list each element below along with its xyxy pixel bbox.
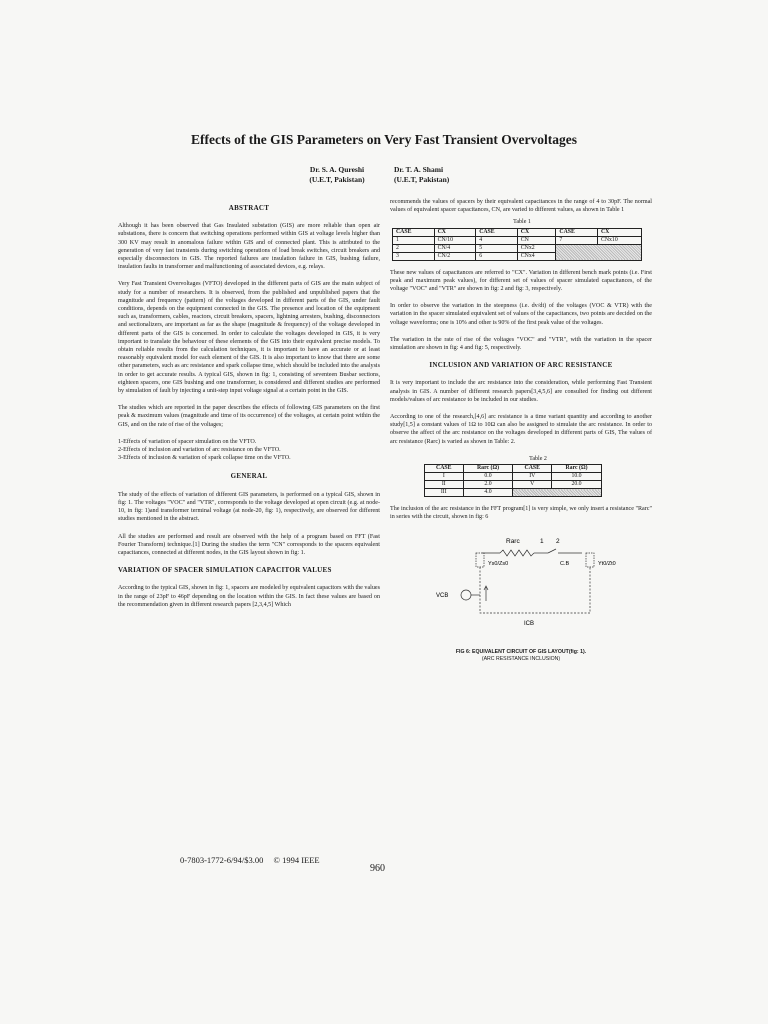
rarc-label: Rarc [506,538,520,546]
right-column [390,198,652,675]
table-2 [424,455,652,497]
table-cell: CNx4 [517,252,556,260]
table-cell: 1 [393,236,435,244]
table-cell: 5 [476,244,518,252]
list-item: 1-Effects of variation of spacer simulation on the VFTO. [118,438,257,445]
table-header-cell: Rarc (Ω) [463,465,513,473]
circuit-loop [480,567,590,613]
table-header-cell: CASE [476,228,518,236]
table-cell: CN/2 [434,252,476,260]
body-paragraph: According to one of the research,[4,6] arc resistance is a time variant quantity and according to another study[1,5] a constant values of 1Ω to 10Ω can also be assigned to simulate the arc resistance. In order to observe the affect of the arc resistance on the voltages developed in different parts of GIS, The values of arc resistance (Rarc) is varied as shown in Table: 2. [390,414,652,445]
body-paragraph: The inclusion of the arc resistance in the FFT program[1] is very simple, we only insert a resistance "Rarc" in series with the circuit, shown in fig: 6 [390,506,652,521]
table-cell: 2.0 [463,481,513,489]
table-cell: V [513,481,552,489]
table-cell: 2 [393,244,435,252]
table-cell: 20.0 [552,481,602,489]
body-paragraph: These new values of capacitances are referred to "CX". Variation in different bench mark points (i.e. First peak and maximum peak values), for different set of values of spacer simulated capacitances, of the voltage "VOC" and "VTR" are shown in fig: 2 and fig: 3, respectively. [390,269,652,293]
publication-code: 0-7803-1772-6/94/$3.00 [180,855,264,865]
figure-caption: FIG 6: EQUIVALENT CIRCUIT OF GIS LAYOUT(fig: 1). [455,648,587,655]
table-1 [392,218,652,260]
effects-list [118,438,380,463]
list-item: 2-Effects of inclusion and variation of arc resistance on the VFTO. [118,447,281,454]
paper-title: Effects of the GIS Parameters on Very Fast Transient Overvoltages [190,132,578,147]
publication-footer [180,855,320,865]
ys-label: Ys0/Zs0 [488,561,509,568]
arc-resistor-symbol [500,550,534,556]
left-column [118,200,380,618]
shunt-element-left [476,553,484,567]
table-shaded-cell [556,244,642,260]
table-cell: 4 [476,236,518,244]
breaker-contact [548,549,556,553]
table-header-cell: CX [597,228,641,236]
body-paragraph: The study of the effects of variation of different GIS parameters, is performed on a typical GIS, shown in fig: 1. The voltages "VOC" and "VTR", corresponds to the voltage developed at open circuit (e.g. at node-10, in fig: 1)and transformer terminal voltage (at node-20, fig: 1), respectively, are observed for different studies mentioned in the abstract. [118,491,380,523]
figure-caption-sub: (ARC RESISTANCE INCLUSION) [481,655,561,662]
table-cell: CN/10 [434,236,476,244]
body-paragraph: The variation in the rate of rise of the voltages "VOC" and "VTR", with the variation in the spacer simulation are shown in fig: 4 and fig: 5, respectively. [390,336,652,352]
voltage-source-symbol [461,590,471,600]
publication-year: 1994 IEEE [282,855,320,865]
body-paragraph: recommends the values of spacers by their equivalent capacitances in the range of 4 to 30pF. The normal values of equivalent spacer capacitances, CN, are varied to different values, as shown in Table 1 [390,199,652,214]
table-header-cell: CX [517,228,556,236]
shunt-element-right [586,553,594,567]
body-paragraph: In order to observe the variation in the steepness (i.e. dv/dt) of the voltages (VOC & VTR) with the variation in the spacer simulated equivalent set of values of the capacitances, two points are decided on the voltage waveforms; one is 10% and other is 90% of the first peak value of the voltages. [390,303,652,326]
table-header-cell: CX [434,228,476,236]
table-row [425,481,602,489]
table-cell: 7 [556,236,598,244]
table-header-cell: Rarc (Ω) [552,465,602,473]
table-row [393,236,642,244]
node-label: 2 [556,538,560,546]
icb-label: ICB [524,621,535,628]
table-cell: I [425,473,464,481]
table-row [425,489,602,497]
author-name: Dr. S. A. Qureshi [309,165,365,174]
table-cell: CN/4 [434,244,476,252]
author-affiliation: (U.E.T, Pakistan) [309,175,365,184]
page-number: 960 [370,863,385,874]
table-shaded-cell [513,489,602,497]
author-2 [394,165,466,185]
table-2-grid [424,464,602,497]
table-cell: CN [517,236,556,244]
body-paragraph: According to the typical GIS, shown in fig: 1, spacers are modeled by equivalent capacitors with the values in the range of 23pF to 46pF depending on the location within the GIS. In fact these values are based on the recommendation given in different research papers [2,3,4,5] Which [118,585,380,608]
node-label: 1 [540,538,544,546]
table-header-cell: CASE [513,465,552,473]
table-cell: CNx10 [597,236,641,244]
author-1 [296,165,378,185]
table-cell: 0.0 [463,473,513,481]
abstract-text: Although it has been observed that Gas Insulated substation (GIS) are more reliable than open air substations, there is concern that switching operations performed within GIS at voltage levels higher than 300 KV may result in anomalous failure within GIS and of connected plant. This is attributed to the generation of very fast transients during switching operations of load break switches, circuit breakers and especially disconnectors in GIS. The reported failures are insulation failure in GIS, bushing failure, insulation faults in transformer and malfunctioning of associated devices, e.g. relays. [118,223,380,271]
table-row [393,244,642,252]
author-affiliation: (U.E.T, Pakistan) [394,175,450,184]
yt-label: Yt0/Zt0 [598,561,616,568]
general-heading: GENERAL [230,472,268,481]
table-header-cell: CASE [556,228,598,236]
body-paragraph: It is very important to include the arc resistance into the consideration, while performing Fast Transient analysis in GIS. A number of different research papers[3,4,5,6] are consulted for finding out different models/values of arc resistance to be included in our studies. [390,380,652,403]
table-caption: Table 2 [529,455,547,462]
list-item: 3-Effects of inclusion & variation of spark collapse time on the VFTO. [118,455,291,462]
author-name: Dr. T. A. Shami [394,165,444,174]
cb-label: C.B [560,561,570,568]
table-header-cell: CASE [393,228,435,236]
figure-6 [390,525,652,675]
body-paragraph: The studies which are reported in the paper describes the effects of following GIS parameters on the first peak & maximum values (magnitude and time of its occurrence) of the voltages, at certain point within the GIS, and on the rate of rise of the voltages; [118,405,380,428]
arc-resistance-heading: INCLUSION AND VARIATION OF ARC RESISTANCE [429,361,613,370]
table-cell: IV [513,473,552,481]
table-cell: 6 [476,252,518,260]
circuit-diagram [390,525,652,645]
table-cell: 3 [393,252,435,260]
table-cell: III [425,489,464,497]
body-paragraph: All the studies are performed and result are observed with the help of a program based on FFT (Fast Fourier Transform) technique.[1] During the studies the term "CN" corresponds to the spacers equivalent capacitances, connected at different nodes, in the GIS layout shown in fig: 1. [118,533,380,556]
table-header-cell: CASE [425,465,464,473]
abstract-heading: ABSTRACT [228,204,270,212]
vcb-label: VCB [436,593,449,600]
copyright-symbol: © [273,855,280,865]
table-row [425,473,602,481]
table-cell: CNx2 [517,244,556,252]
table-cell: 4.0 [463,489,513,497]
table-1-grid [392,228,642,261]
table-header-row [425,465,602,473]
spacer-simulation-heading: VARIATION OF SPACER SIMULATION CAPACITOR VALUES [118,566,332,575]
table-caption: Table 1 [513,219,531,226]
table-cell: II [425,481,464,489]
body-paragraph: Very Fast Transient Overvoltages (VFTO) developed in the different parts of GIS are the main subject of study for a number of researchers. It is observed, from the published and unpublished papers that the magnitude and frequency (pattern) of the voltages developed in different parts of the GIS, under fault conditions, depends on the equipment connected in the GIS. The presence and location of the equipment such as, transformers, cables, reactors, circuit breakers, spacers, lightning arresters, bushing, disconnectors and sectionalizers, are important as far as the shape (magnitude & frequency) of the voltage developed in different parts of the GIS is concerned. In order to calculate the voltages developed in GIS, it is very important to translate the behaviour of these elements of the GIS into their equivalent precise models. To obtain reliable results from the calculation techniques, it is important to have an accurate or at least reasonably equivalent model for each element of the GIS. It is also important to know that there are some other parameters, such as arc resistance and spark collapse time, which should be included into the analysis in order to get accurate results. A typical GIS, shown in fig: 1, consisting of seventeen Busbar sections, eighteen spacers, one GIS bushing and one transformer, is considered and different studies are performed by simulation of fault by injecting a unit-step input voltage signal at a certain point in the GIS. [118,281,380,395]
table-header-row [393,228,642,236]
table-cell: 10.0 [552,473,602,481]
